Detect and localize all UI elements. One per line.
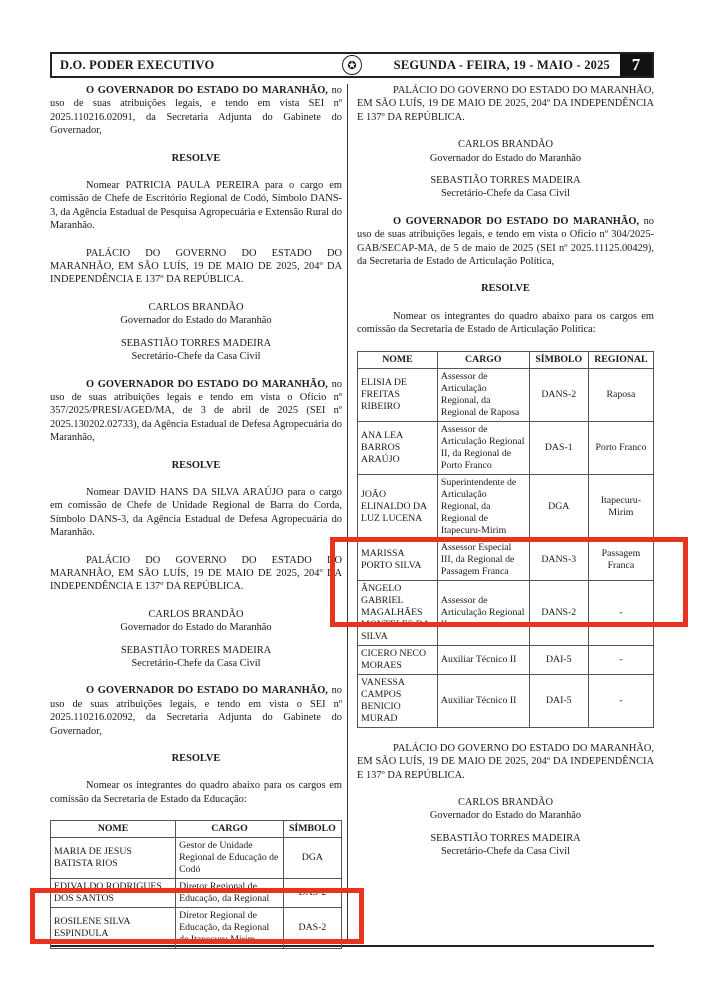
- position-cell: Auxiliar Técnico II: [437, 645, 529, 674]
- resolve-heading-2: RESOLVE: [171, 459, 221, 471]
- column-divider: [347, 84, 348, 944]
- symbol-cell: DGA: [529, 474, 588, 539]
- symbol-cell: DAS-2: [283, 908, 341, 949]
- regional-cell: Itapecuru-Mirim: [588, 474, 653, 539]
- column-header: SÍMBOLO: [283, 821, 341, 838]
- coat-of-arms-icon: ✪: [342, 55, 362, 75]
- name-cell: ELISIA DE FREITAS RIBEIRO: [358, 368, 438, 421]
- table-row: [358, 674, 654, 727]
- table-row: [358, 580, 654, 645]
- column-header: NOME: [358, 351, 438, 368]
- column-header: CARGO: [437, 351, 529, 368]
- palace-statement-5: PALÁCIO DO GOVERNO DO ESTADO DO MARANHÃO, EM SÃO LUÍS, 19 DE MAIO DE 2025, 204º DA INDEPENDÊNCIA E 137º DA REPÚBLICA.: [357, 742, 654, 781]
- act-preamble-3: O GOVERNADOR DO ESTADO DO MARANHÃO, no uso de suas atribuições legais, e tendo em vista o SEI nº 2025.110216.02092, da Secretaria Adjunta do Gabinete do Governador,: [50, 685, 342, 737]
- act-preamble-4: O GOVERNADOR DO ESTADO DO MARANHÃO, no uso de suas atribuições legais, e tendo em vista o Ofício nº 304/2025-GAB/SECAP-MA, de 5 de maio de 2025 (SEI nº 2025.11125.00429), da Secretaria de Estado de Articulação Política,: [357, 215, 654, 268]
- secretary-title-5: Secretário-Chefe da Casa Civil: [441, 846, 570, 858]
- secretary-title-2: Secretário-Chefe da Casa Civil: [131, 658, 261, 669]
- position-cell: Assessor de Articulação Regional II: [437, 580, 529, 645]
- secretary-title-0: Secretário-Chefe da Casa Civil: [441, 188, 570, 200]
- table-row: [358, 421, 654, 474]
- table-row: [358, 645, 654, 674]
- position-cell: Superintendente de Articulação Regional, da Regional de Itapecuru-Mirim: [437, 474, 529, 539]
- act-preamble-1: O GOVERNADOR DO ESTADO DO MARANHÃO, no uso de suas atribuições legais, e tendo em vista SEI nº 2025.110216.02091, da Secretaria Adjunta do Gabinete do Governador,: [50, 85, 342, 137]
- page-number: 7: [620, 54, 652, 76]
- position-cell: Assessor de Articulação Regional II, da Regional de Porto Franco: [437, 421, 529, 474]
- secretary-name-0: SEBASTIÃO TORRES MADEIRA: [430, 175, 581, 187]
- appointment-text-3: Nomear os integrantes do quadro abaixo para os cargos em comissão da Secretaria de Estado da Educação:: [50, 780, 342, 805]
- appointment-text-1: Nomear PATRICIA PAULA PEREIRA para o cargo em comissão de Chefe de Escritório Regional de Codó, Símbolo DANS-3, da Agência Estadual de Pesquisa Agropecuária e Extensão Rural do Maranhão.: [50, 180, 342, 232]
- position-cell: Assessor Especial III, da Regional de Passagem Franca: [437, 539, 529, 580]
- symbol-cell: DAS-2: [283, 879, 341, 908]
- secretary-name-2: SEBASTIÃO TORRES MADEIRA: [120, 644, 272, 656]
- governor-title-0: Governador do Estado do Maranhão: [429, 152, 582, 164]
- column-header: CARGO: [176, 821, 284, 838]
- name-cell: MARISSA PORTO SILVA: [358, 539, 438, 580]
- symbol-cell: DAI-5: [529, 674, 588, 727]
- appointment-text-2: Nomear DAVID HANS DA SILVA ARAÚJO para o cargo em comissão de Chefe de Unidade Regional de Barra do Corda, Símbolo DANS-3, da Agência Estadual de Defesa Agropecuária do Maranhão.: [50, 486, 342, 539]
- name-cell: JOÃO ELINALDO DA LUZ LUCENA: [358, 474, 438, 539]
- secretary-name-5: SEBASTIÃO TORRES MADEIRA: [430, 832, 581, 844]
- regional-cell: Raposa: [588, 368, 653, 421]
- governor-title-2: Governador do Estado do Maranhão: [120, 622, 272, 634]
- governor-name-0: CARLOS BRANDÃO: [458, 139, 553, 151]
- regional-cell: -: [588, 580, 653, 645]
- symbol-cell: DANS-2: [529, 580, 588, 645]
- name-cell: VANESSA CAMPOS BENICIO MURAD: [358, 674, 438, 727]
- symbol-cell: DANS-2: [529, 368, 588, 421]
- name-cell: MARIA DE JESUS BATISTA RIOS: [51, 838, 176, 879]
- symbol-cell: DANS-3: [529, 539, 588, 580]
- symbol-cell: DAS-1: [529, 421, 588, 474]
- governor-title-5: Governador do Estado do Maranhão: [429, 810, 582, 822]
- name-cell: ANA LEA BARROS ARAÚJO: [358, 421, 438, 474]
- position-cell: Diretor Regional de Educação, da Regional: [176, 879, 284, 908]
- palace-statement-1: PALÁCIO DO GOVERNO DO ESTADO DO MARANHÃO, EM SÃO LUÍS, 19 DE MAIO DE 2025, 204º DA INDEPENDÊNCIA E 137º DA REPÚBLICA.: [50, 247, 342, 286]
- column-header: SÍMBOLO: [529, 351, 588, 368]
- regional-cell: Porto Franco: [588, 421, 653, 474]
- symbol-cell: DAI-5: [529, 645, 588, 674]
- act-preamble-2: O GOVERNADOR DO ESTADO DO MARANHÃO, no uso de suas atribuições legais e tendo em vista o Ofício nº 357/2025/PRESI/AGED/MA, de 3 de abril de 2025 (SEI nº 2025.130202.02733), da Agência Estadual de Defesa Agropecuária do Maranhão,: [50, 378, 343, 444]
- position-cell: Auxiliar Técnico II: [437, 674, 529, 727]
- governor-name-2: CARLOS BRANDÃO: [148, 608, 244, 620]
- right-column: [357, 84, 654, 859]
- appointment-text-4: Nomear os integrantes do quadro abaixo para os cargos em comissão da Secretaria de Estado de Articulação Política:: [357, 310, 654, 336]
- education-appointments-table: [50, 820, 342, 949]
- palace-statement-2: PALÁCIO DO GOVERNO DO ESTADO DO MARANHÃO, EM SÃO LUÍS, 19 DE MAIO DE 2025, 204º DA INDEPENDÊNCIA E 137º DA REPÚBLICA.: [50, 554, 342, 593]
- regional-cell: Passagem Franca: [588, 539, 653, 580]
- name-cell: ROSILENE SILVA ESPINDULA: [51, 908, 176, 949]
- table-row: [51, 838, 342, 879]
- left-column: [50, 84, 342, 949]
- table-row: [358, 368, 654, 421]
- name-cell: EDIVALDO RODRIGUES DOS SANTOS: [51, 879, 176, 908]
- header-publication: D.O. PODER EXECUTIVO: [60, 57, 215, 72]
- table-row: [51, 908, 342, 949]
- column-header: REGIONAL: [588, 351, 653, 368]
- governor-name-5: CARLOS BRANDÃO: [458, 796, 553, 808]
- regional-cell: -: [588, 645, 653, 674]
- palace-statement-0: PALÁCIO DO GOVERNO DO ESTADO DO MARANHÃO, EM SÃO LUÍS, 19 DE MAIO DE 2025, 204º DA INDEPENDÊNCIA E 137º DA REPÚBLICA.: [357, 85, 654, 123]
- name-cell: ÂNGELO GABRIEL MAGALHÃES MONTELES DA SILVA: [358, 580, 438, 645]
- secretary-name-1: SEBASTIÃO TORRES MADEIRA: [120, 337, 272, 349]
- position-cell: Diretor Regional de Educação, da Regional de Itapecuru Mirim: [176, 908, 284, 949]
- resolve-heading-3: RESOLVE: [171, 753, 221, 765]
- position-cell: Assessor de Articulação Regional, da Regional de Raposa: [437, 368, 529, 421]
- governor-name-1: CARLOS BRANDÃO: [148, 301, 244, 313]
- table-row: [358, 539, 654, 580]
- regional-cell: -: [588, 674, 653, 727]
- secretary-title-1: Secretário-Chefe da Casa Civil: [131, 351, 261, 363]
- articulation-appointments-table: [357, 351, 654, 728]
- governor-title-1: Governador do Estado do Maranhão: [120, 315, 272, 327]
- table-row: [51, 879, 342, 908]
- table-header-row: [358, 351, 654, 368]
- symbol-cell: DGA: [283, 838, 341, 879]
- header-date: SEGUNDA - FEIRA, 19 - MAIO - 2025: [393, 57, 610, 72]
- position-cell: Gestor de Unidade Regional de Educação de Codó: [176, 838, 284, 879]
- resolve-heading-1: RESOLVE: [171, 152, 221, 164]
- column-header: NOME: [51, 821, 176, 838]
- name-cell: CICERO NECO MORAES: [358, 645, 438, 674]
- table-row: [358, 474, 654, 539]
- table-header-row: [51, 821, 342, 838]
- resolve-heading-4: RESOLVE: [481, 283, 530, 295]
